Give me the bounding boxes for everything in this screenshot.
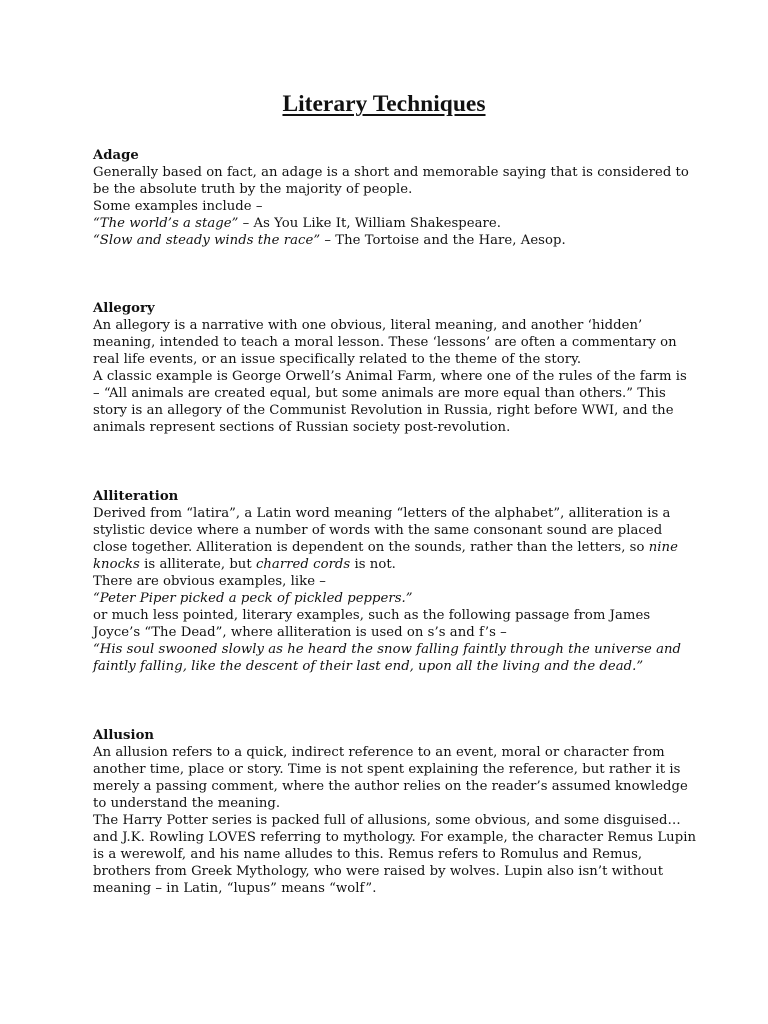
section-alliteration xyxy=(93,488,693,675)
italic-run: charred cords xyxy=(255,557,351,572)
example-line xyxy=(93,232,693,249)
paragraph-line: real life events, or an issue specifically related to the theme of the story. xyxy=(93,352,582,367)
italic-run: nine xyxy=(648,540,678,555)
paragraph-line: story is an allegory of the Communist Revolution in Russia, right before WWI, and the xyxy=(93,403,674,418)
example-line xyxy=(93,215,693,232)
paragraph-line: meaning, intended to teach a moral lesson. These ‘lessons’ are often a commentary on xyxy=(93,335,677,350)
paragraph-line: meaning – in Latin, “lupus” means “wolf”. xyxy=(93,881,377,896)
paragraph-line xyxy=(93,556,693,573)
paragraph-line: Some examples include – xyxy=(93,199,263,214)
example-quote: “Peter Piper picked a peck of pickled peppers.” xyxy=(93,591,413,606)
paragraph-line: The Harry Potter series is packed full of allusions, some obvious, and some disguised… xyxy=(93,813,681,828)
text-run: close together. Alliteration is dependent on the sounds, rather than the letters, so xyxy=(93,540,649,555)
paragraph-line: Joyce’s “The Dead”, where alliteration is used on s’s and f’s – xyxy=(93,625,507,640)
example-source: – The Tortoise and the Hare, Aesop. xyxy=(320,233,566,248)
paragraph-line: brothers from Greek Mythology, who were raised by wolves. Lupin also isn’t without xyxy=(93,864,664,879)
example-quote: “Slow and steady winds the race” xyxy=(93,233,321,248)
example-quote: “His soul swooned slowly as he heard the snow falling faintly through the universe and xyxy=(93,642,682,657)
section-allusion xyxy=(93,727,697,897)
paragraph-line: be the absolute truth by the majority of people. xyxy=(93,182,413,197)
section-heading-alliteration: Alliteration xyxy=(93,489,179,504)
paragraph-line: – “All animals are created equal, but some animals are more equal than others.” This xyxy=(93,386,666,401)
paragraph-line: stylistic device where a number of words with the same consonant sound are placed xyxy=(93,523,663,538)
paragraph-line: animals represent sections of Russian society post-revolution. xyxy=(93,420,511,435)
example-quote: faintly falling, like the descent of their last end, upon all the living and the dead.” xyxy=(93,659,644,674)
text-run: is not. xyxy=(350,557,396,572)
italic-run: knocks xyxy=(93,557,140,572)
paragraph-line: Generally based on fact, an adage is a short and memorable saying that is considered to xyxy=(93,165,689,180)
section-heading-allusion: Allusion xyxy=(93,728,155,743)
paragraph-line: another time, place or story. Time is not spent explaining the reference, but rather it is xyxy=(93,762,681,777)
example-quote: “The world’s a stage” xyxy=(93,216,239,231)
paragraph-line: Derived from “latira”, a Latin word meaning “letters of the alphabet”, alliteration is a xyxy=(93,506,671,521)
example-source: – As You Like It, William Shakespeare. xyxy=(238,216,501,231)
section-adage xyxy=(93,147,693,249)
paragraph-line: An allegory is a narrative with one obvious, literal meaning, and another ‘hidden’ xyxy=(93,318,643,333)
paragraph-line: to understand the meaning. xyxy=(93,796,281,811)
paragraph-line xyxy=(93,539,693,556)
paragraph-line: There are obvious examples, like – xyxy=(93,574,326,589)
page-title xyxy=(0,88,768,120)
paragraph-line: An allusion refers to a quick, indirect reference to an event, moral or character from xyxy=(93,745,665,760)
paragraph-line: is a werewolf, and his name alludes to this. Remus refers to Romulus and Remus, xyxy=(93,847,643,862)
text-run: is alliterate, but xyxy=(139,557,256,572)
paragraph-line: A classic example is George Orwell’s Animal Farm, where one of the rules of the farm is xyxy=(93,369,687,384)
paragraph-line: and J.K. Rowling LOVES referring to mythology. For example, the character Remus Lupin xyxy=(93,830,697,845)
section-allegory xyxy=(93,300,693,436)
paragraph-line: or much less pointed, literary examples, such as the following passage from James xyxy=(93,608,651,623)
section-heading-adage: Adage xyxy=(93,148,139,163)
paragraph-line: merely a passing comment, where the author relies on the reader’s assumed knowledge xyxy=(93,779,688,794)
page-title-text: Literary Techniques xyxy=(282,91,486,117)
section-heading-allegory: Allegory xyxy=(93,301,155,316)
